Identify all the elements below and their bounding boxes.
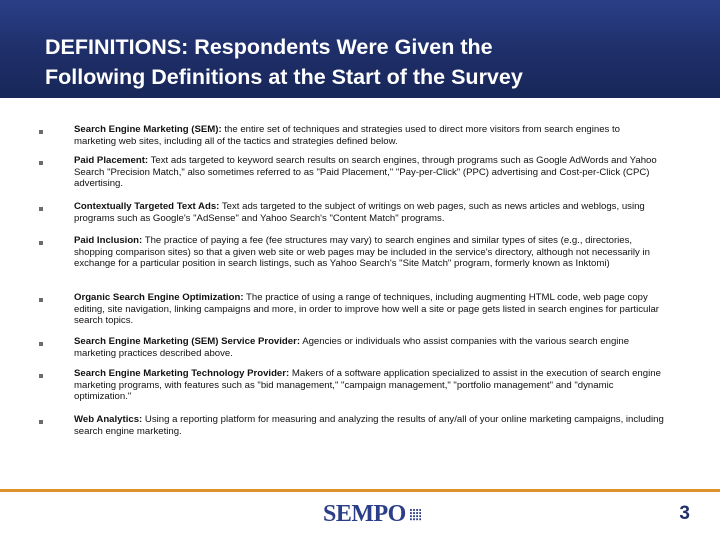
definition-term: Paid Inclusion:: [74, 235, 143, 246]
page-number: 3: [679, 503, 690, 524]
logo-dots-icon: [410, 504, 421, 524]
definition-body: Text ads targeted to keyword search results on search engines, through programs such as Google AdWords and Yahoo Search "Precision Match," also sometimes referred to as "Paid Placement," "Pay-per-Click" (PPC) advertising and Cost-per-Click (CPC) advertising.: [74, 155, 657, 190]
definition-body: Text ads targeted to the subject of writings on web pages, such as news articles and weblogs, using programs such as Google's "AdSense" and Yahoo Search's "Content Match" programs.: [74, 201, 645, 224]
definition-term: Search Engine Marketing Technology Provider:: [74, 368, 290, 379]
slide-title-line-1: DEFINITIONS: Respondents Were Given the: [45, 35, 493, 59]
definition-text: [74, 124, 664, 147]
definition-term: Search Engine Marketing (SEM):: [74, 124, 222, 135]
definition-term: Paid Placement:: [74, 155, 149, 166]
bullet-icon: [39, 420, 43, 424]
definition-text: [74, 292, 664, 327]
bullet-icon: [39, 161, 43, 165]
bullet-icon: [39, 241, 43, 245]
definition-term: Contextually Targeted Text Ads:: [74, 201, 220, 212]
footer-divider: [0, 489, 720, 492]
definition-text: [74, 336, 664, 359]
definition-text: [74, 235, 664, 270]
definition-text: [74, 201, 664, 224]
definition-text: [74, 155, 664, 190]
bullet-icon: [39, 342, 43, 346]
definition-body: Makers of a software application specialized to assist in the execution of search engine marketing programs, with features such as "bid management," "campaign management," "portfolio management" and "dynamic optimization.": [74, 368, 661, 403]
definition-body: the entire set of techniques and strategies used to direct more visitors from search engines to marketing web sites, including all of the tactics and strategies defined below.: [74, 124, 621, 147]
definition-term: Web Analytics:: [74, 414, 143, 425]
bullet-icon: [39, 298, 43, 302]
bullet-icon: [39, 207, 43, 211]
definition-text: [74, 414, 664, 437]
definition-term: Search Engine Marketing (SEM) Service Provider:: [74, 336, 301, 347]
bullet-icon: [39, 130, 43, 134]
definition-body: The practice of using a range of techniques, including augmenting HTML code, web page copy editing, site navigation, linking campaigns and more, in order to improve how well a site or page gets listed in search engines for particular search topics.: [74, 292, 659, 327]
definition-body: Using a reporting platform for measuring and analyzing the results of any/all of your online marketing campaigns, including search engine marketing.: [74, 414, 664, 437]
definition-body: Agencies or individuals who assist companies with the various search engine marketing practices described above.: [74, 336, 630, 359]
definition-term: Organic Search Engine Optimization:: [74, 292, 244, 303]
slide-title: [45, 32, 705, 92]
slide-title-line-2: Following Definitions at the Start of the Survey: [45, 65, 523, 89]
definition-body: The practice of paying a fee (fee structures may vary) to search engines and similar types of sites (e.g., directories, shopping comparison sites) so that a given web site or web pages may be included in the service's directory, although not necessarily in exchange for a particular position in search listings, such as Yahoo Search's "Site Match" program, formerly known as Inktomi): [74, 235, 650, 270]
sempo-logo: [323, 499, 421, 529]
bullet-icon: [39, 374, 43, 378]
definition-text: [74, 368, 664, 403]
slide-header: [0, 0, 720, 98]
logo-text: SEMPO: [323, 500, 406, 527]
